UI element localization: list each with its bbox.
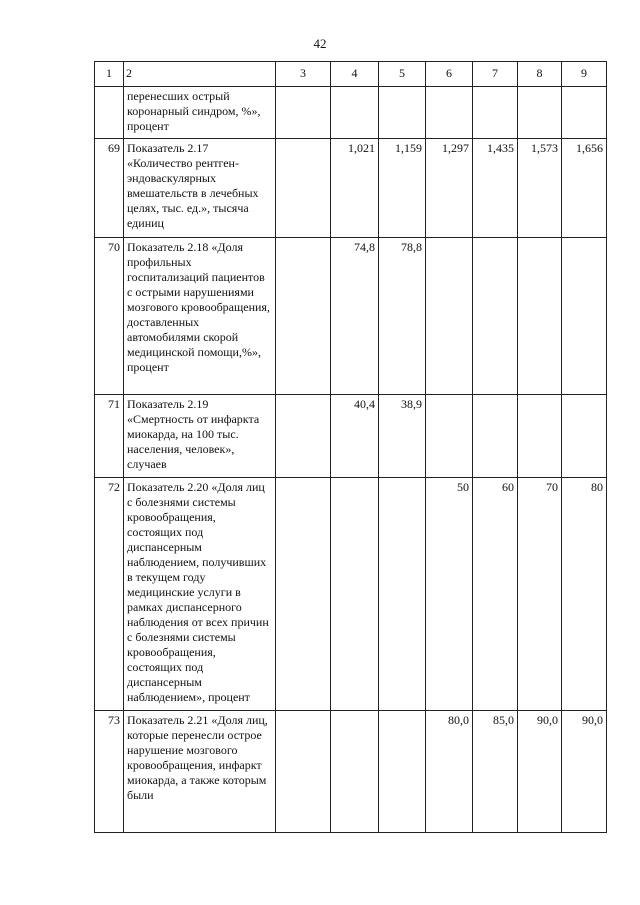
value-cell	[473, 395, 518, 478]
row-number: 71	[95, 395, 124, 478]
value-cell	[276, 711, 331, 833]
value-cell: 1,159	[379, 139, 426, 238]
value-cell: 90,0	[562, 711, 607, 833]
value-cell	[473, 87, 518, 139]
value-cell: 74,8	[331, 238, 379, 395]
page-number: 42	[313, 36, 327, 51]
value-cell	[426, 87, 473, 139]
value-cell	[518, 238, 562, 395]
value-cell	[331, 87, 379, 139]
value-cell	[473, 238, 518, 395]
column-header: 3	[276, 62, 331, 87]
value-cell: 1,435	[473, 139, 518, 238]
table-row	[95, 238, 607, 395]
value-cell: 80	[562, 478, 607, 711]
value-cell	[276, 478, 331, 711]
value-cell: 50	[426, 478, 473, 711]
value-cell	[331, 478, 379, 711]
value-cell: 1,021	[331, 139, 379, 238]
row-number: 72	[95, 478, 124, 711]
value-cell	[379, 478, 426, 711]
row-number: 70	[95, 238, 124, 395]
table-row	[95, 139, 607, 238]
indicator-name: Показатель 2.20 «Доля лиц с болезнями системы кровообращения, состоящих под диспансерным наблюдением, получивших в текущем году медицинские услуги в рамках диспансерного наблюдения от всех причин с болезнями системы кровообращения, состоящих под диспансерным наблюдением», процент	[124, 478, 276, 711]
value-cell	[562, 238, 607, 395]
value-cell	[379, 711, 426, 833]
value-cell: 78,8	[379, 238, 426, 395]
value-cell: 80,0	[426, 711, 473, 833]
value-cell	[562, 87, 607, 139]
value-cell	[562, 395, 607, 478]
value-cell	[276, 238, 331, 395]
value-cell: 1,656	[562, 139, 607, 238]
value-cell	[379, 87, 426, 139]
indicator-name: перенесших острый коронарный синдром, %», процент	[124, 87, 276, 139]
value-cell	[331, 711, 379, 833]
value-cell: 40,4	[331, 395, 379, 478]
value-cell: 90,0	[518, 711, 562, 833]
row-number: 69	[95, 139, 124, 238]
value-cell: 38,9	[379, 395, 426, 478]
value-cell: 70	[518, 478, 562, 711]
value-cell	[426, 395, 473, 478]
header-row	[95, 62, 607, 87]
value-cell	[276, 395, 331, 478]
column-header: 4	[331, 62, 379, 87]
value-cell	[518, 395, 562, 478]
row-number	[95, 87, 124, 139]
value-cell	[518, 87, 562, 139]
column-header: 9	[562, 62, 607, 87]
table-row	[95, 395, 607, 478]
column-header: 5	[379, 62, 426, 87]
value-cell: 85,0	[473, 711, 518, 833]
indicator-name: Показатель 2.19 «Смертность от инфаркта миокарда, на 100 тыс. населения, человек», случаев	[124, 395, 276, 478]
column-header: 8	[518, 62, 562, 87]
row-number: 73	[95, 711, 124, 833]
column-header: 7	[473, 62, 518, 87]
table-row	[95, 87, 607, 139]
value-cell	[276, 139, 331, 238]
indicator-name: Показатель 2.21 «Доля лиц, которые перенесли острое нарушение мозгового кровообращения, инфаркт миокарда, а также которым были	[124, 711, 276, 833]
column-header: 1	[95, 62, 124, 87]
value-cell	[426, 238, 473, 395]
value-cell: 60	[473, 478, 518, 711]
value-cell: 1,573	[518, 139, 562, 238]
value-cell: 1,297	[426, 139, 473, 238]
indicator-name: Показатель 2.17 «Количество рентген-эндоваскулярных вмешательств в лечебных целях, тыс. ед.», тысяча единиц	[124, 139, 276, 238]
table-row	[95, 478, 607, 711]
column-header: 2	[124, 62, 276, 87]
column-header: 6	[426, 62, 473, 87]
table-row	[95, 711, 607, 833]
value-cell	[276, 87, 331, 139]
indicator-name: Показатель 2.18 «Доля профильных госпитализаций пациентов с острыми нарушениями мозгового кровообращения, доставленных автомобилями скорой медицинской помощи,%», процент	[124, 238, 276, 395]
indicators-table	[94, 61, 607, 833]
